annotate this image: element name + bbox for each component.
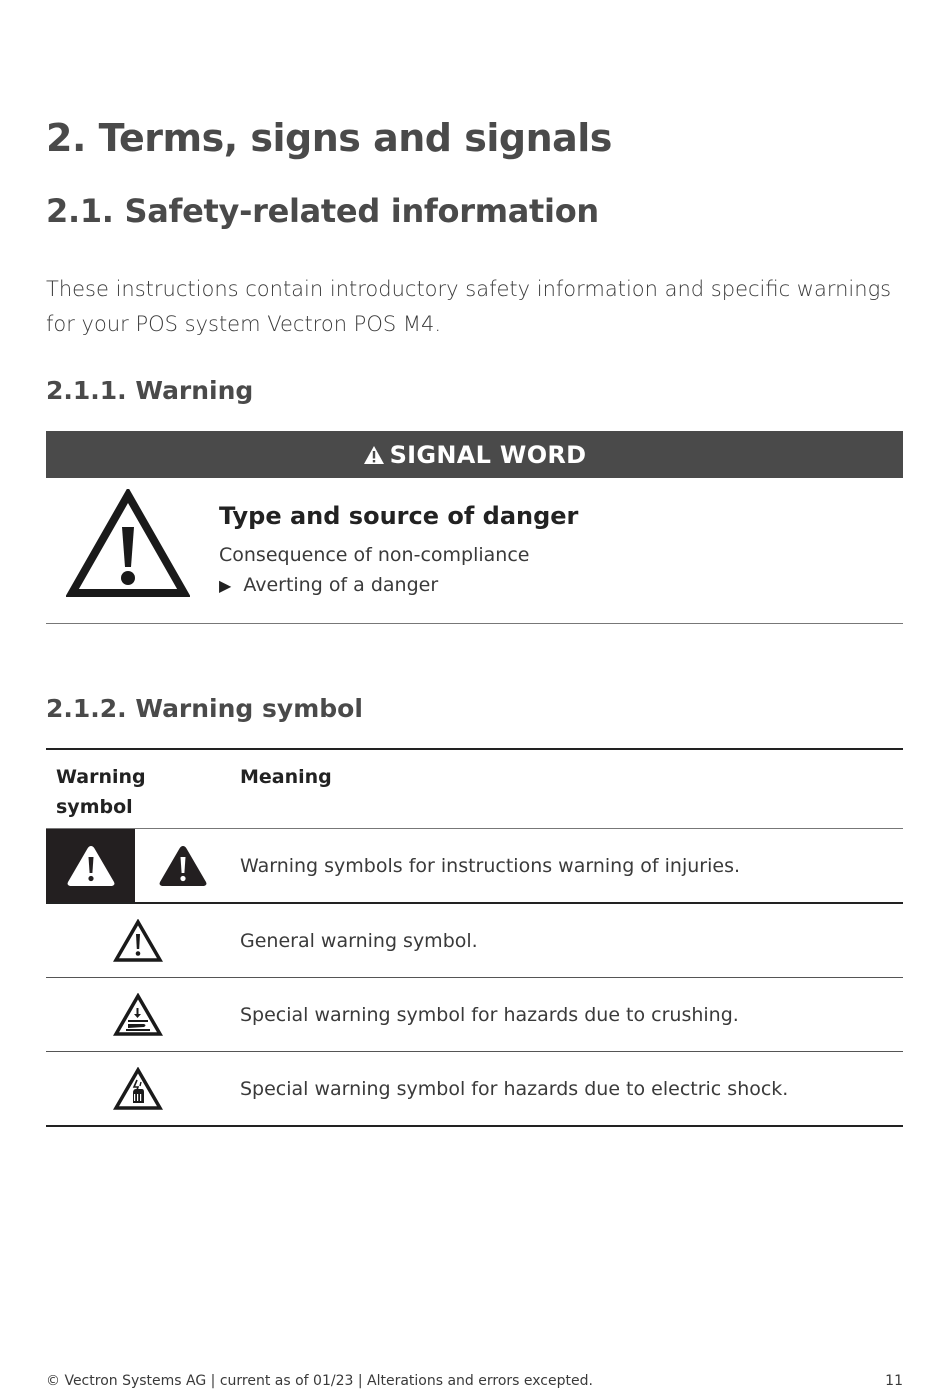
- general-warning-icon: [113, 919, 163, 963]
- column-header-meaning: Meaning: [240, 766, 332, 788]
- meaning-cell: Special warning symbol for hazards due to electric shock.: [240, 1077, 789, 1100]
- warning-injury-icon: [157, 843, 209, 889]
- chapter-title: 2. Terms, signs and signals: [46, 116, 612, 160]
- electric-shock-icon: [113, 1067, 163, 1111]
- warning-symbol-table: [46, 748, 903, 1127]
- intro-paragraph: These instructions contain introductory safety information and specific warnings for your POS system Vectron POS M4.: [46, 277, 892, 336]
- section-title: 2.1. Safety-related information: [46, 192, 599, 230]
- warning-triangle-icon: [363, 445, 385, 465]
- footer-text: © Vectron Systems AG | current as of 01/23 | Alterations and errors excepted.: [46, 1373, 593, 1389]
- table-row: [46, 1052, 903, 1127]
- table-row: [46, 903, 903, 978]
- meaning-cell: General warning symbol.: [240, 929, 478, 952]
- table-header-row: [46, 749, 903, 829]
- exclamation-triangle-icon: [66, 489, 190, 597]
- danger-consequence: Consequence of non-compliance: [219, 544, 530, 566]
- warning-injury-icon: [65, 843, 117, 889]
- danger-title: Type and source of danger: [219, 502, 579, 530]
- signal-word: SIGNAL WORD: [389, 440, 587, 469]
- warning-symbol-heading: 2.1.2. Warning symbol: [46, 694, 363, 723]
- warning-heading: 2.1.1. Warning: [46, 376, 254, 405]
- page-number: 11: [885, 1373, 903, 1389]
- meaning-cell: Warning symbols for instructions warning of injuries.: [240, 854, 741, 877]
- averting-text: Averting of a danger: [243, 574, 439, 596]
- signal-word-bar: [46, 431, 903, 478]
- divider: [46, 623, 903, 624]
- danger-averting: [219, 574, 438, 596]
- column-header-symbol: Warning symbol: [56, 766, 146, 818]
- meaning-cell: Special warning symbol for hazards due to crushing.: [240, 1003, 739, 1026]
- play-arrow-icon: ▶: [219, 575, 232, 595]
- table-row: [46, 978, 903, 1052]
- crushing-hazard-icon: [113, 993, 163, 1037]
- table-row: [46, 829, 903, 904]
